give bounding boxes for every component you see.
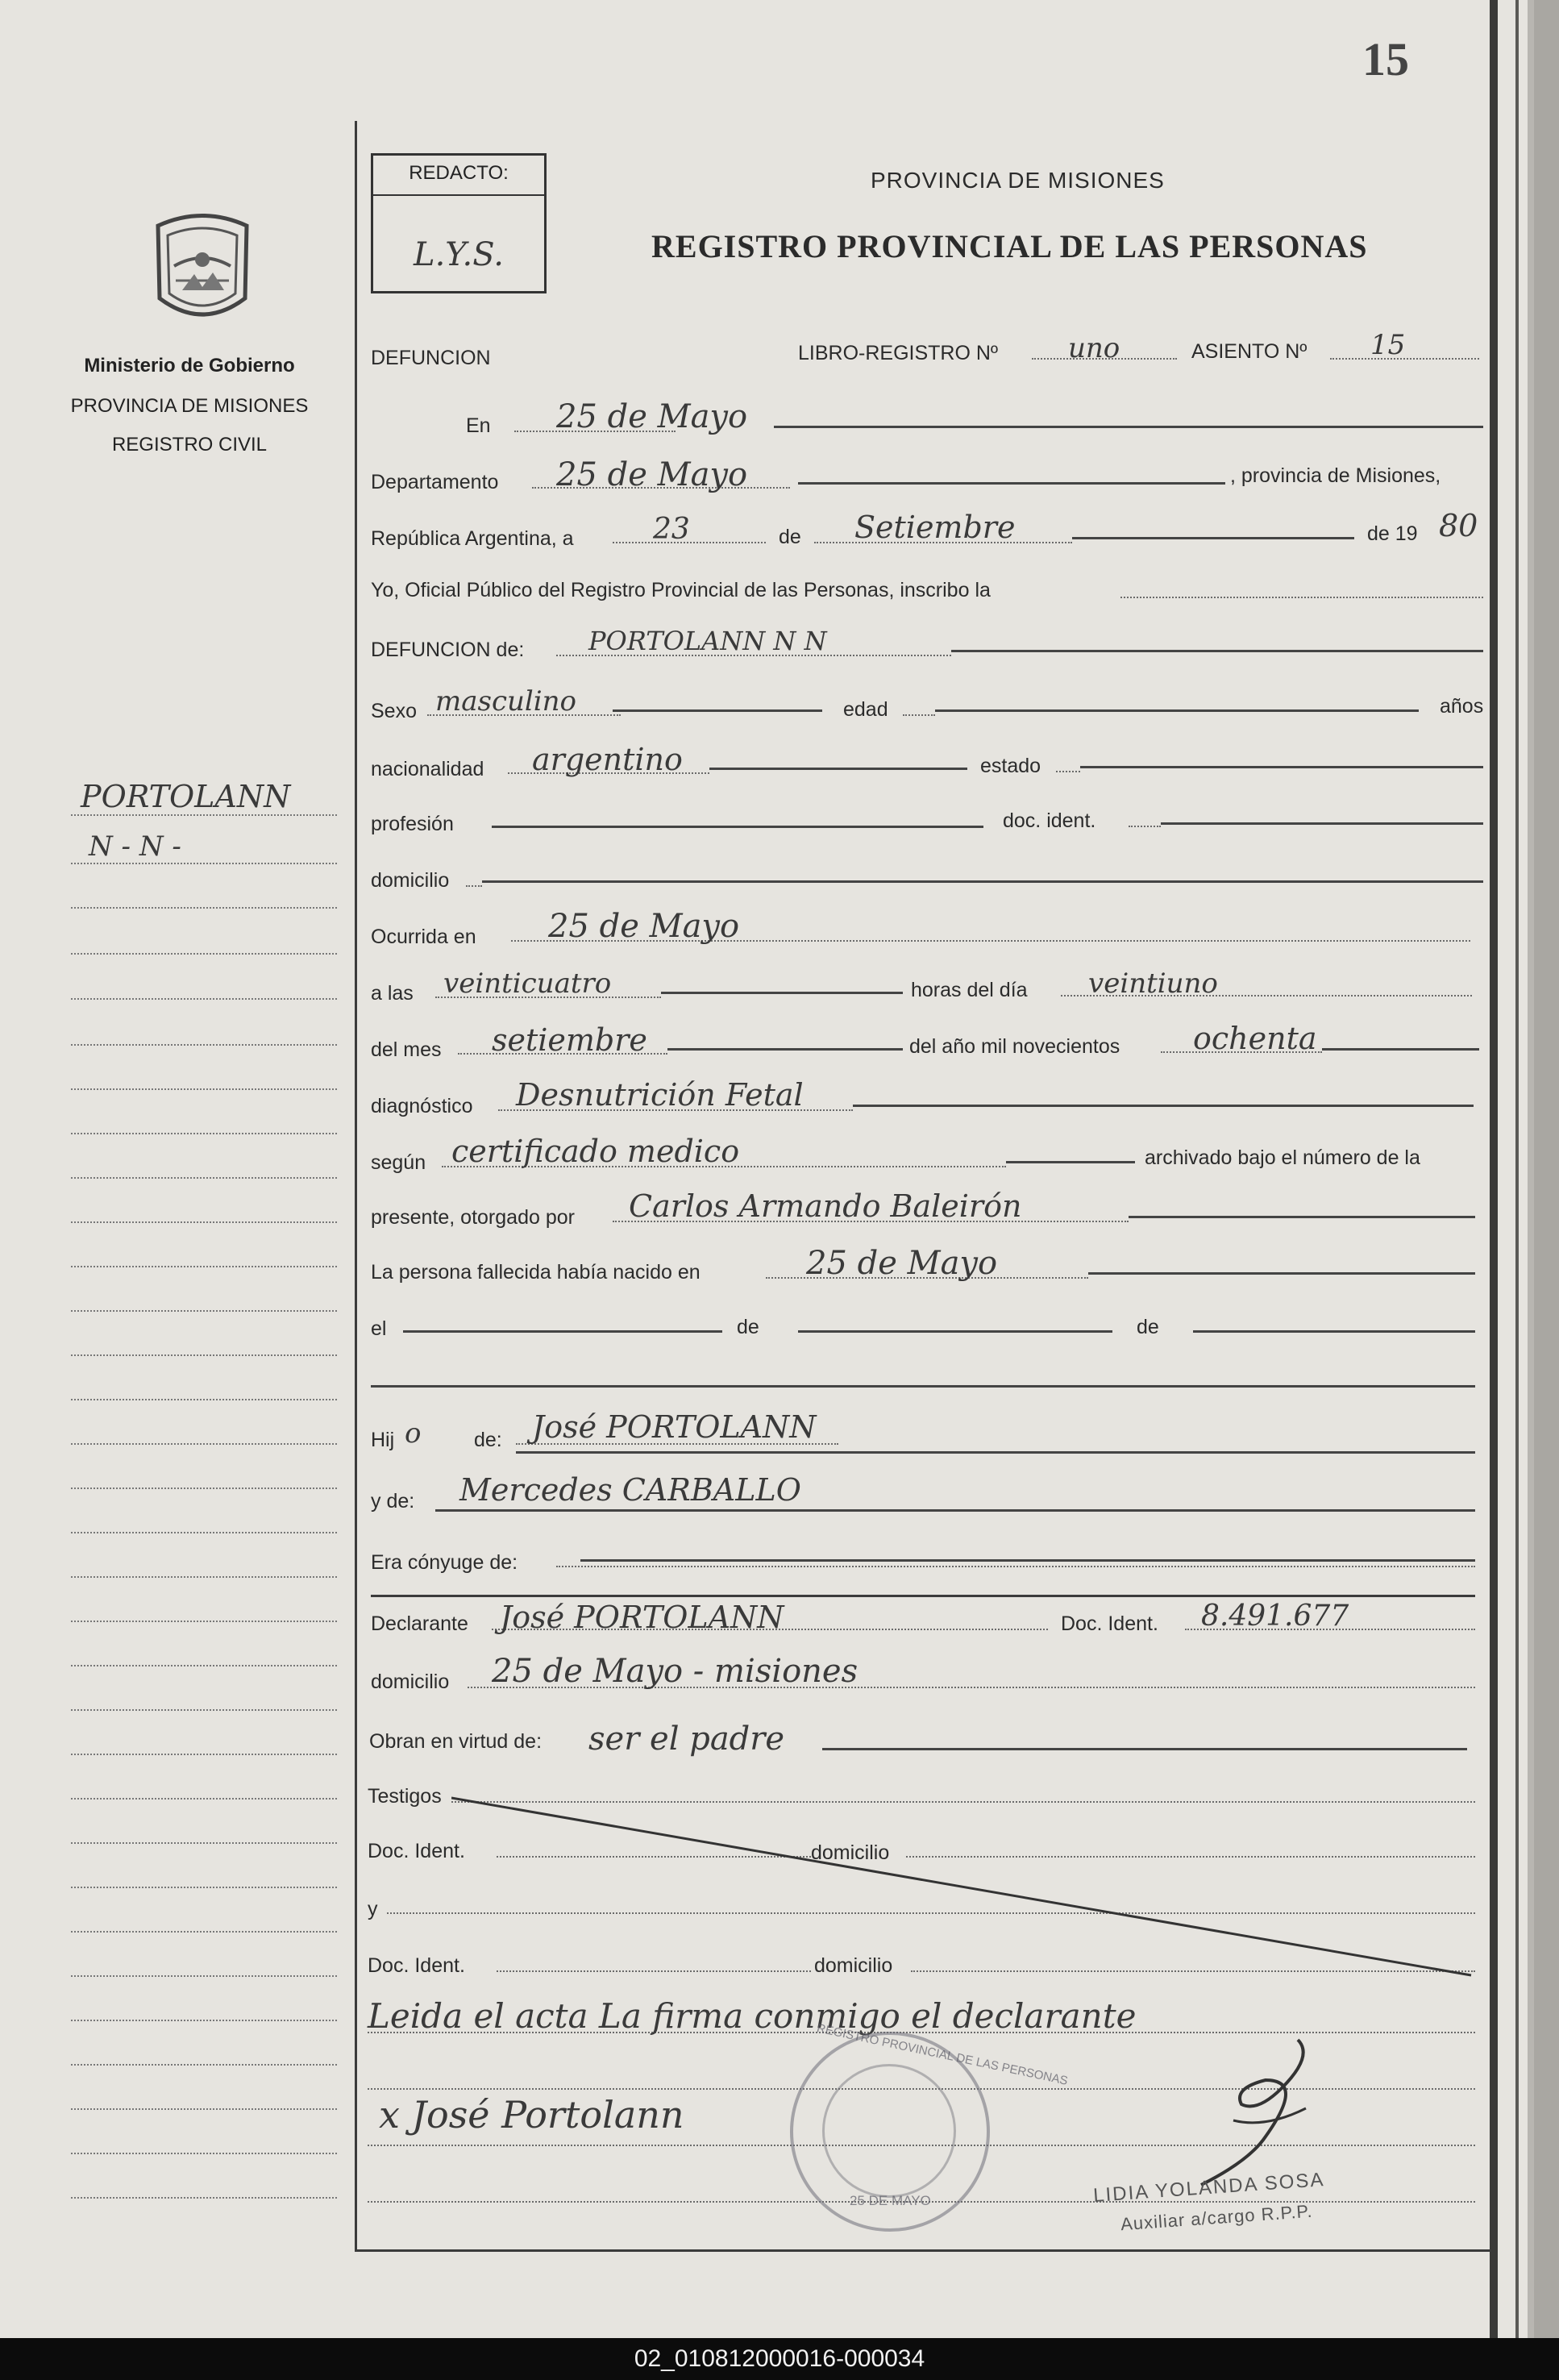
testigos-label: Testigos <box>368 1785 442 1808</box>
margin-rule <box>71 1088 337 1090</box>
margin-rule <box>71 1931 337 1933</box>
ocurrida-label: Ocurrida en <box>371 926 476 948</box>
hijo-de-label: de: <box>474 1429 502 1451</box>
anio-mil-label: del año mil novecientos <box>909 1035 1120 1058</box>
provincia-suffix: , provincia de Misiones, <box>1230 464 1441 487</box>
horas-label: horas del día <box>911 979 1028 1001</box>
anio-mil-value: ochenta <box>1193 1021 1317 1056</box>
testigo2-domicilio-label: domicilio <box>814 1954 893 1977</box>
margin-rule <box>71 1621 337 1622</box>
nacionalidad-line <box>709 768 967 770</box>
del-mes-line <box>667 1048 903 1051</box>
margin-rule <box>71 1354 337 1356</box>
official-name: LIDIA YOLANDA SOSA <box>1092 2169 1326 2207</box>
margin-rule <box>71 907 337 909</box>
edad-line <box>935 709 1419 712</box>
de-line-2 <box>798 1330 1112 1333</box>
y-de-value: Mercedes CARBALLO <box>459 1472 801 1508</box>
de-label: de <box>779 526 801 548</box>
obran-line <box>822 1748 1467 1750</box>
margin-rule <box>71 2108 337 2110</box>
conyuge-line <box>580 1559 1475 1562</box>
segun-label: según <box>371 1151 426 1174</box>
en-value: 25 de Mayo <box>556 398 748 435</box>
mes-value: Setiembre <box>854 510 1016 545</box>
de-line-3 <box>1193 1330 1475 1333</box>
margin-rule <box>71 2020 337 2021</box>
conyuge-label: Era cónyuge de: <box>371 1551 518 1574</box>
testigo-domicilio-label: domicilio <box>811 1841 890 1864</box>
diagnostico-value: Desnutrición Fetal <box>516 1077 804 1113</box>
obran-value: ser el padre <box>588 1721 785 1758</box>
testigo2-doc-label: Doc. Ident. <box>368 1954 465 1977</box>
blank-line <box>371 1385 1475 1388</box>
horas-value: veintiuno <box>1088 967 1218 1000</box>
del-mes-value: setiembre <box>492 1022 647 1058</box>
libro-value: uno <box>1068 332 1120 364</box>
form-frame-bottom <box>355 2249 1491 2252</box>
margin-rule <box>71 863 337 864</box>
nacido-line <box>1088 1272 1475 1275</box>
anos-label: años <box>1440 695 1484 718</box>
margin-rule <box>71 1044 337 1046</box>
declarante-label: Declarante <box>371 1612 468 1635</box>
obran-label: Obran en virtud de: <box>369 1730 543 1753</box>
cancel-diagonal <box>451 1790 1475 1983</box>
de-label-3: de <box>1137 1316 1159 1338</box>
asiento-label: ASIENTO Nº <box>1191 340 1307 363</box>
margin-rule <box>71 1798 337 1800</box>
official-signature <box>1185 2032 1330 2193</box>
margin-rule <box>71 1177 337 1179</box>
y-label: y <box>368 1898 378 1920</box>
estado-dots <box>1056 771 1080 772</box>
redacto-box <box>371 153 547 293</box>
declarant-signature: x José Portolann <box>379 2093 684 2137</box>
decl-domicilio-label: domicilio <box>371 1671 450 1693</box>
anio-value: 80 <box>1439 508 1478 543</box>
sexo-label: Sexo <box>371 700 417 722</box>
seal-ring-text: REGISTRO PROVINCIAL DE LAS PERSONAS <box>815 2021 1070 2088</box>
en-line <box>774 426 1483 428</box>
estado-line <box>1080 766 1483 768</box>
ministry-label: Ministerio de Gobierno <box>84 355 295 377</box>
margin-rule <box>71 2197 337 2199</box>
conyuge-dots <box>556 1566 1475 1567</box>
a-las-label: a las <box>371 982 414 1005</box>
defuncion-de-line <box>951 650 1483 652</box>
dia-value: 23 <box>653 513 690 546</box>
margin-rule <box>71 1532 337 1533</box>
page-binding-edge <box>1490 0 1498 2338</box>
de-label-2: de <box>737 1316 759 1338</box>
y-de-label: y de: <box>371 1490 415 1512</box>
nacionalidad-value: argentino <box>532 742 683 777</box>
de19-label: de 19 <box>1367 522 1418 545</box>
presente-label: presente, otorgado por <box>371 1206 575 1229</box>
departamento-label: Departamento <box>371 471 499 493</box>
el-line <box>403 1330 722 1333</box>
registry-title: REGISTRO PROVINCIAL DE LAS PERSONAS <box>651 228 1368 264</box>
edad-dots <box>903 714 935 716</box>
a-las-value: veinticuatro <box>443 967 612 1000</box>
margin-rule <box>71 1887 337 1888</box>
margin-rule <box>71 1266 337 1267</box>
en-label: En <box>466 414 491 437</box>
nacionalidad-label: nacionalidad <box>371 758 484 780</box>
presente-line <box>1129 1216 1475 1218</box>
redacto-label: REDACTO: <box>409 162 509 184</box>
margin-rule <box>71 998 337 1000</box>
sexo-value: masculino <box>435 685 577 718</box>
segun-line <box>1006 1161 1135 1163</box>
margin-rule <box>71 1443 337 1445</box>
margin-rule <box>71 1709 337 1711</box>
margin-rule <box>71 1310 337 1312</box>
domicilio-dots <box>466 885 482 887</box>
registry-label: REGISTRO CIVIL <box>111 434 268 456</box>
registry-seal-icon <box>790 2021 1070 2232</box>
a-las-line <box>661 992 903 994</box>
departamento-value: 25 de Mayo <box>556 456 748 493</box>
margin-rule <box>71 1221 337 1223</box>
sexo-line <box>613 709 822 712</box>
domicilio-line <box>482 880 1483 883</box>
mes-line <box>1072 537 1354 539</box>
margin-rule <box>71 1842 337 1844</box>
hijo-de-value: José PORTOLANN <box>532 1409 817 1445</box>
page-binding-edge-2 <box>1515 0 1519 2338</box>
margin-rule <box>71 2153 337 2154</box>
doc-ident-dots <box>1129 826 1161 827</box>
decl-domicilio-value: 25 de Mayo - misiones <box>492 1653 858 1690</box>
province-header: PROVINCIA DE MISIONES <box>871 168 1165 193</box>
declarante-separator <box>371 1595 1475 1597</box>
redacto-initials: L.Y.S. <box>414 236 504 273</box>
seal-bottom-text: 25 DE MAYO <box>850 2193 931 2208</box>
y-de-line <box>435 1509 1475 1512</box>
margin-rule <box>71 1754 337 1755</box>
nacido-label: La persona fallecida había nacido en <box>371 1261 701 1284</box>
diagnostico-line <box>853 1105 1474 1107</box>
redacto-separator <box>373 194 544 196</box>
margin-rule <box>71 1576 337 1578</box>
page-number: 15 <box>1362 33 1409 85</box>
margin-rule <box>71 2064 337 2066</box>
margin-rule <box>71 814 337 816</box>
margin-name: PORTOLANN <box>81 779 291 814</box>
profesion-line <box>492 826 983 828</box>
margin-rule <box>71 1488 337 1489</box>
hijo-label: Hij <box>371 1429 395 1451</box>
ocurrida-value: 25 de Mayo <box>548 908 740 945</box>
hijo-de-line <box>516 1451 1475 1454</box>
diagnostico-label: diagnóstico <box>371 1095 473 1117</box>
anio-mil-line <box>1322 1048 1479 1051</box>
margin-rule <box>71 1133 337 1134</box>
presente-value: Carlos Armando Baleirón <box>629 1188 1022 1224</box>
decl-doc-value: 8.491.677 <box>1201 1600 1349 1633</box>
province-label: PROVINCIA DE MISIONES <box>70 395 309 417</box>
defuncion-de-label: DEFUNCION de: <box>371 639 525 661</box>
republica-label: República Argentina, a <box>371 527 574 550</box>
defuncion-label: DEFUNCION <box>371 347 491 369</box>
domicilio-label: domicilio <box>371 869 450 892</box>
del-mes-label: del mes <box>371 1038 442 1061</box>
margin-rule <box>71 953 337 955</box>
defuncion-de-value: PORTOLANN N N <box>588 626 827 656</box>
edad-label: edad <box>843 698 888 721</box>
asiento-value: 15 <box>1370 329 1406 361</box>
doc-ident-label: doc. ident. <box>1003 809 1096 832</box>
official-role: Auxiliar a/cargo R.P.P. <box>1120 2200 1314 2235</box>
leida-text: Leida el acta La firma conmigo el declarante <box>368 1996 1137 2036</box>
doc-ident-line <box>1161 822 1483 825</box>
archivado-label: archivado bajo el número de la <box>1145 1146 1420 1169</box>
form-frame-left <box>355 121 357 2249</box>
profesion-label: profesión <box>371 813 454 835</box>
margin-rule <box>71 1665 337 1666</box>
margin-rule <box>71 1975 337 1977</box>
nacido-value: 25 de Mayo <box>806 1245 998 1282</box>
estado-label: estado <box>980 755 1041 777</box>
hijo-suffix: o <box>405 1417 422 1450</box>
segun-value: certificado medico <box>451 1134 740 1169</box>
registry-seal-inner <box>822 2064 956 2198</box>
yo-label: Yo, Oficial Público del Registro Provincial de las Personas, inscribo la <box>371 579 991 601</box>
departamento-line <box>798 482 1225 485</box>
declarante-value: José PORTOLANN <box>500 1600 784 1635</box>
margin-name-2: N - N - <box>89 830 181 863</box>
image-caption: 02_010812000016-000034 <box>0 2338 1559 2380</box>
libro-label: LIBRO-REGISTRO Nº <box>798 342 999 364</box>
el-label: el <box>371 1317 387 1340</box>
margin-rule <box>71 1399 337 1400</box>
provincial-emblem-icon <box>150 210 255 331</box>
yo-line <box>1120 597 1483 598</box>
testigo-doc-label: Doc. Ident. <box>368 1840 465 1862</box>
decl-doc-label: Doc. Ident. <box>1061 1612 1158 1635</box>
